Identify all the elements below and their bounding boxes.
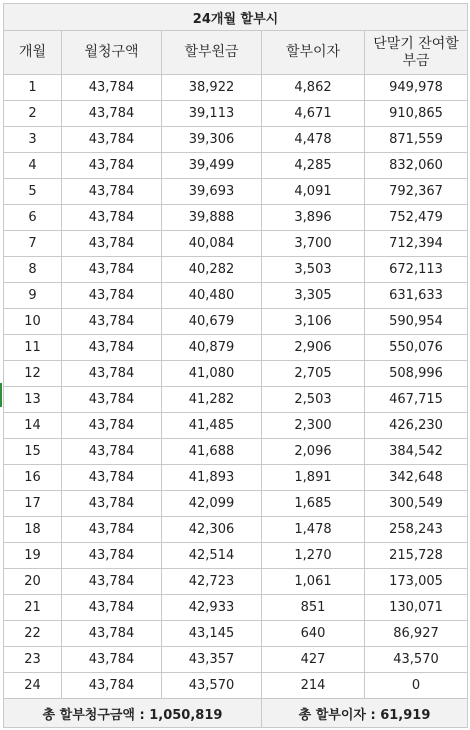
table-row [4,231,468,257]
cell-principal: 42,306 [162,517,262,543]
cell-principal: 41,688 [162,439,262,465]
cell-monthly-bill: 43,784 [62,387,162,413]
table-row [4,75,468,101]
cell-interest: 1,685 [262,491,365,517]
cell-remaining-balance: 426,230 [365,413,468,439]
cell-month: 20 [4,569,62,595]
cell-interest: 2,705 [262,361,365,387]
cell-principal: 39,306 [162,127,262,153]
cell-interest: 1,061 [262,569,365,595]
table-row [4,153,468,179]
cell-interest: 3,305 [262,283,365,309]
cell-interest: 3,503 [262,257,365,283]
cell-monthly-bill: 43,784 [62,179,162,205]
cell-principal: 42,723 [162,569,262,595]
cell-interest: 3,700 [262,231,365,257]
cell-interest: 640 [262,621,365,647]
cell-remaining-balance: 130,071 [365,595,468,621]
cell-monthly-bill: 43,784 [62,257,162,283]
cell-month: 7 [4,231,62,257]
cell-interest: 4,671 [262,101,365,127]
cell-remaining-balance: 173,005 [365,569,468,595]
cell-remaining-balance: 342,648 [365,465,468,491]
cell-principal: 39,693 [162,179,262,205]
cell-remaining-balance: 258,243 [365,517,468,543]
cell-month: 14 [4,413,62,439]
cell-monthly-bill: 43,784 [62,569,162,595]
cell-monthly-bill: 43,784 [62,361,162,387]
cell-remaining-balance: 300,549 [365,491,468,517]
table-row [4,439,468,465]
cell-remaining-balance: 712,394 [365,231,468,257]
cell-month: 12 [4,361,62,387]
cell-remaining-balance: 215,728 [365,543,468,569]
cell-monthly-bill: 43,784 [62,75,162,101]
cell-principal: 40,282 [162,257,262,283]
cell-remaining-balance: 508,996 [365,361,468,387]
table-row [4,205,468,231]
table-title: 24개월 할부시 [4,4,468,31]
cell-principal: 38,922 [162,75,262,101]
table-row [4,283,468,309]
cell-month: 11 [4,335,62,361]
cell-month: 16 [4,465,62,491]
selected-row-marker [0,383,2,407]
cell-remaining-balance: 910,865 [365,101,468,127]
cell-remaining-balance: 672,113 [365,257,468,283]
cell-principal: 39,499 [162,153,262,179]
cell-interest: 4,862 [262,75,365,101]
cell-month: 18 [4,517,62,543]
cell-interest: 3,896 [262,205,365,231]
cell-remaining-balance: 832,060 [365,153,468,179]
table-row [4,517,468,543]
cell-interest: 214 [262,673,365,699]
cell-remaining-balance: 871,559 [365,127,468,153]
table-row [4,595,468,621]
table-row [4,413,468,439]
cell-monthly-bill: 43,784 [62,465,162,491]
header-interest: 할부이자 [262,31,365,75]
cell-remaining-balance: 949,978 [365,75,468,101]
cell-month: 13 [4,387,62,413]
cell-principal: 39,113 [162,101,262,127]
cell-monthly-bill: 43,784 [62,673,162,699]
cell-interest: 4,091 [262,179,365,205]
table-row [4,309,468,335]
cell-month: 22 [4,621,62,647]
cell-month: 10 [4,309,62,335]
cell-remaining-balance: 631,633 [365,283,468,309]
cell-monthly-bill: 43,784 [62,127,162,153]
cell-month: 4 [4,153,62,179]
cell-month: 23 [4,647,62,673]
total-billed: 총 할부청구금액 : 1,050,819 [4,699,262,728]
table-row [4,335,468,361]
table-row [4,543,468,569]
cell-monthly-bill: 43,784 [62,153,162,179]
cell-principal: 41,485 [162,413,262,439]
cell-month: 8 [4,257,62,283]
table-body [4,75,468,699]
header-remaining-balance: 단말기 잔여할부금 [365,31,468,75]
cell-interest: 4,478 [262,127,365,153]
table-total-row [4,699,468,728]
cell-interest: 2,503 [262,387,365,413]
header-monthly-bill: 월청구액 [62,31,162,75]
table-row [4,179,468,205]
cell-principal: 43,357 [162,647,262,673]
cell-remaining-balance: 86,927 [365,621,468,647]
cell-interest: 1,478 [262,517,365,543]
cell-principal: 41,282 [162,387,262,413]
cell-monthly-bill: 43,784 [62,647,162,673]
table-header-row [4,31,468,75]
cell-principal: 39,888 [162,205,262,231]
table-row [4,491,468,517]
cell-month: 3 [4,127,62,153]
cell-monthly-bill: 43,784 [62,101,162,127]
cell-month: 2 [4,101,62,127]
cell-interest: 851 [262,595,365,621]
cell-monthly-bill: 43,784 [62,413,162,439]
table-row [4,127,468,153]
cell-month: 17 [4,491,62,517]
table-row [4,647,468,673]
cell-principal: 40,480 [162,283,262,309]
installment-table [3,3,468,728]
cell-monthly-bill: 43,784 [62,335,162,361]
table-row [4,465,468,491]
header-principal: 할부원금 [162,31,262,75]
cell-month: 24 [4,673,62,699]
cell-monthly-bill: 43,784 [62,439,162,465]
cell-month: 19 [4,543,62,569]
cell-remaining-balance: 792,367 [365,179,468,205]
cell-monthly-bill: 43,784 [62,231,162,257]
cell-interest: 427 [262,647,365,673]
cell-remaining-balance: 384,542 [365,439,468,465]
header-month: 개월 [4,31,62,75]
cell-principal: 40,084 [162,231,262,257]
table-row [4,361,468,387]
cell-remaining-balance: 0 [365,673,468,699]
cell-interest: 3,106 [262,309,365,335]
cell-monthly-bill: 43,784 [62,205,162,231]
cell-principal: 43,570 [162,673,262,699]
cell-remaining-balance: 550,076 [365,335,468,361]
cell-monthly-bill: 43,784 [62,309,162,335]
cell-monthly-bill: 43,784 [62,283,162,309]
cell-month: 6 [4,205,62,231]
cell-principal: 41,080 [162,361,262,387]
cell-month: 15 [4,439,62,465]
cell-month: 1 [4,75,62,101]
cell-remaining-balance: 590,954 [365,309,468,335]
cell-monthly-bill: 43,784 [62,595,162,621]
cell-remaining-balance: 467,715 [365,387,468,413]
table-row [4,387,468,413]
cell-principal: 42,099 [162,491,262,517]
table-row [4,569,468,595]
cell-principal: 42,933 [162,595,262,621]
cell-monthly-bill: 43,784 [62,491,162,517]
table-title-row [4,4,468,31]
cell-month: 5 [4,179,62,205]
total-interest: 총 할부이자 : 61,919 [262,699,468,728]
table-row [4,673,468,699]
cell-month: 21 [4,595,62,621]
cell-principal: 41,893 [162,465,262,491]
cell-interest: 2,096 [262,439,365,465]
cell-interest: 4,285 [262,153,365,179]
cell-month: 9 [4,283,62,309]
cell-monthly-bill: 43,784 [62,517,162,543]
cell-interest: 2,906 [262,335,365,361]
table-row [4,101,468,127]
table-row [4,621,468,647]
cell-remaining-balance: 43,570 [365,647,468,673]
table-row [4,257,468,283]
cell-interest: 1,270 [262,543,365,569]
cell-principal: 40,879 [162,335,262,361]
cell-monthly-bill: 43,784 [62,543,162,569]
cell-principal: 43,145 [162,621,262,647]
cell-principal: 40,679 [162,309,262,335]
cell-interest: 1,891 [262,465,365,491]
cell-principal: 42,514 [162,543,262,569]
cell-monthly-bill: 43,784 [62,621,162,647]
cell-remaining-balance: 752,479 [365,205,468,231]
cell-interest: 2,300 [262,413,365,439]
